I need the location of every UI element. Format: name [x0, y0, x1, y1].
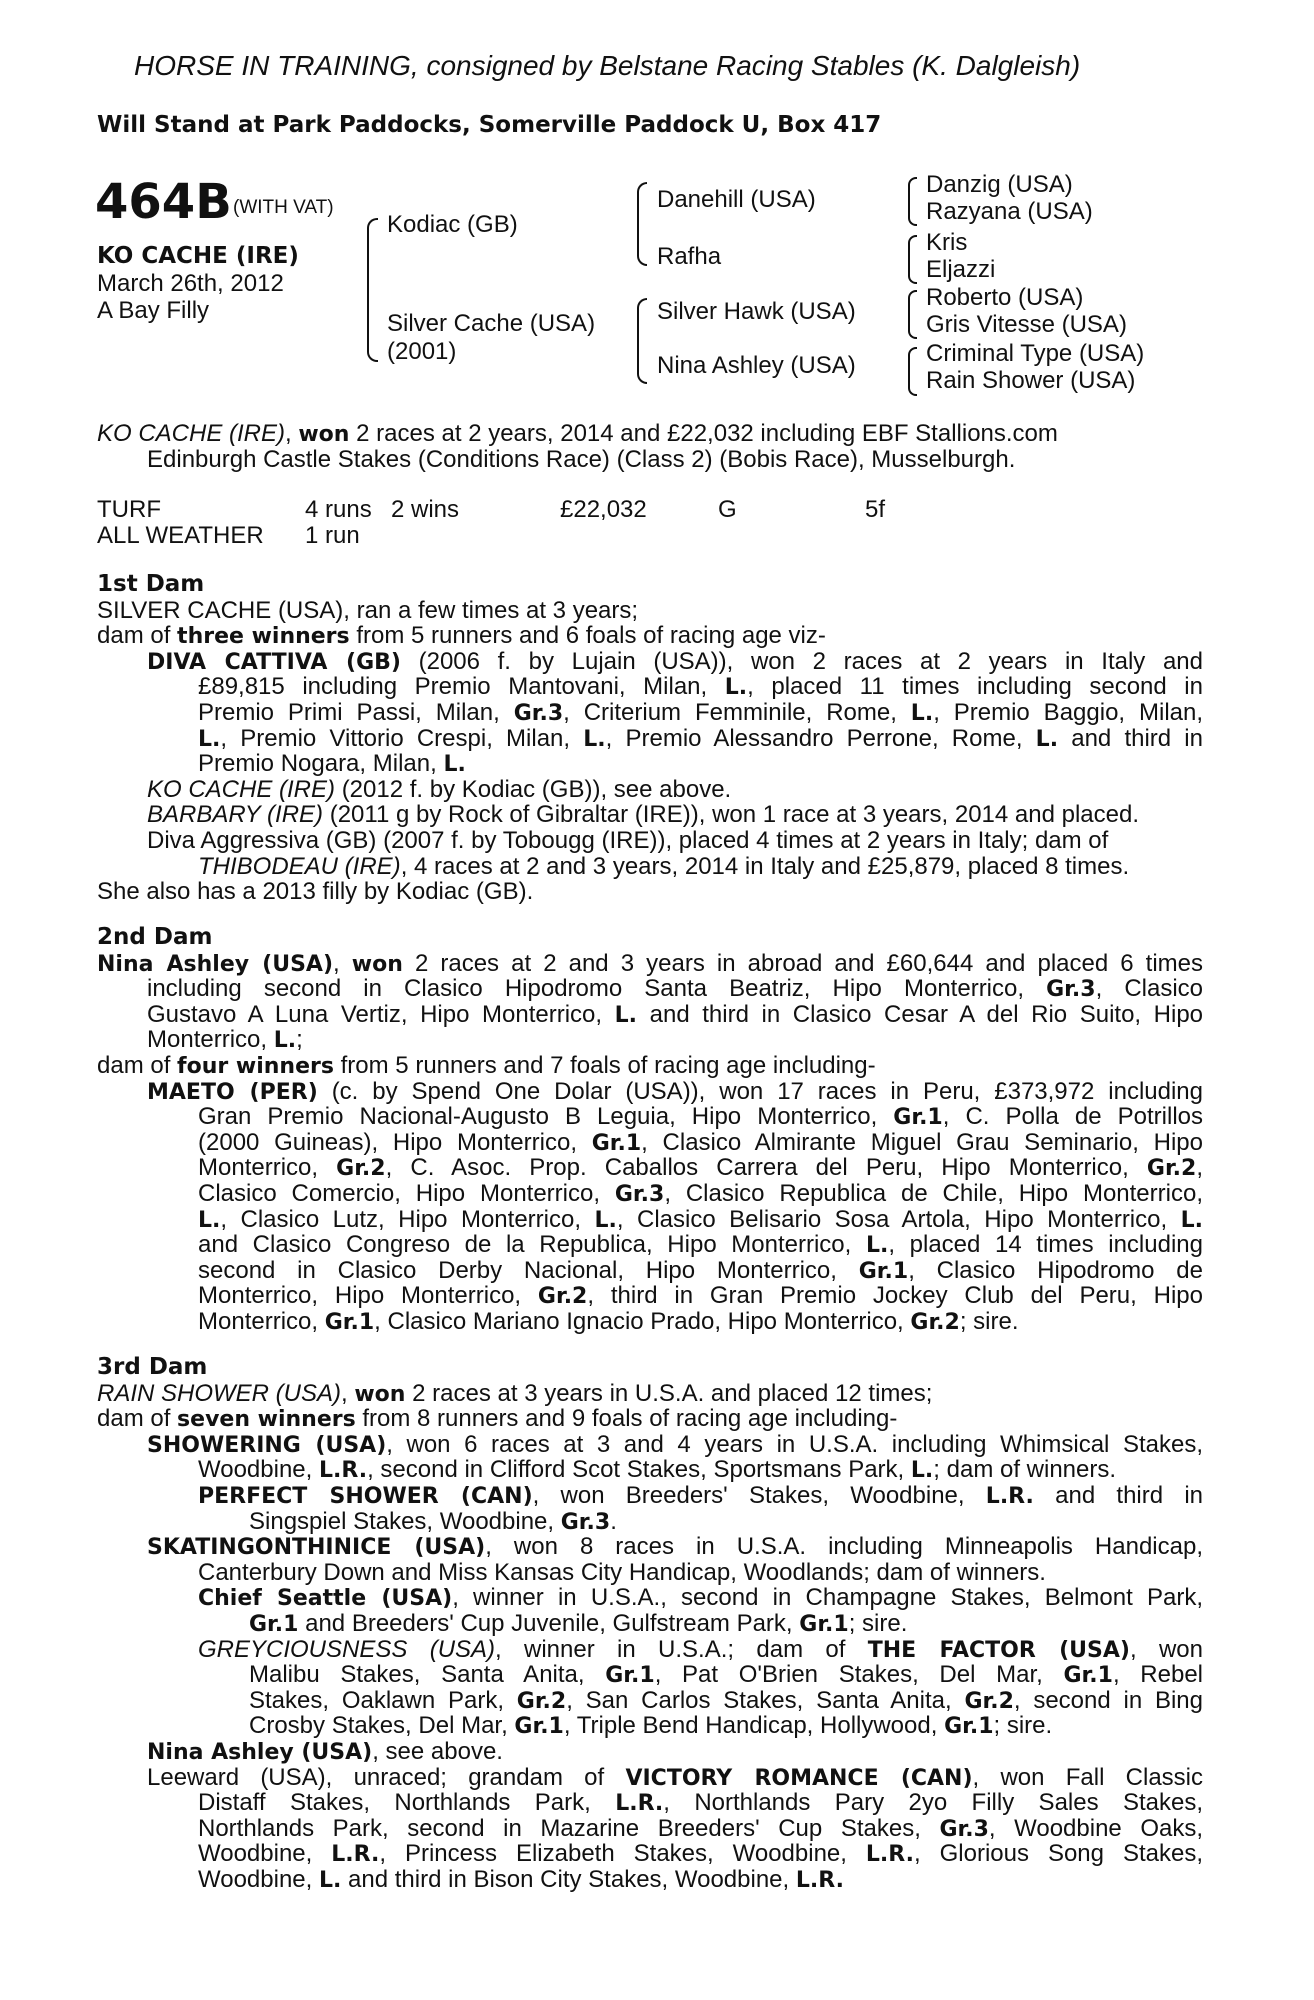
dam2-line: MAETO (PER) (c. by Spend One Dolar (USA)), won 17 races in Peru, £373,972 including [147, 1077, 1203, 1105]
dam2-line: dam of four winners from 5 runners and 7 foals of racing age including- [97, 1052, 876, 1079]
dam3-line: SHOWERING (USA), won 6 races at 3 and 4 years in U.S.A. including Whimsical Stakes, [147, 1430, 1203, 1458]
sire: Kodiac (GB) [387, 211, 518, 238]
dam1-line: KO CACHE (IRE) (2012 f. by Kodiac (GB)), see above. [147, 775, 732, 803]
horse-description: A Bay Filly [97, 297, 210, 324]
dam1-line: She also has a 2013 filly by Kodiac (GB). [97, 878, 534, 906]
dam3-line: Crosby Stakes, Del Mar, Gr.1, Triple Bend Handicap, Hollywood, Gr.1; sire. [249, 1712, 1053, 1740]
dam3-line: Gr.1 and Breeders' Cup Juvenile, Gulfstream Park, Gr.1; sire. [249, 1610, 908, 1637]
dam1-line: dam of three winners from 5 runners and 6 foals of racing age viz- [97, 622, 826, 650]
dam3-line: Woodbine, L.R., Princess Elizabeth Stakes, Woodbine, L.R., Glorious Song Stakes, [198, 1840, 1203, 1868]
dam2-line: second in Clasico Derby Nacional, Hipo Monterrico, Gr.1, Clasico Hipodromo de [198, 1256, 1203, 1284]
dam3-line: Northlands Park, second in Mazarine Breeders' Cup Stakes, Gr.3, Woodbine Oaks, [198, 1814, 1204, 1842]
turf-distance: 5f [865, 496, 886, 523]
ancestor-3: Kris [926, 229, 968, 256]
dam1-line: BARBARY (IRE) (2011 g by Rock of Gibraltar (IRE)), won 1 race at 3 years, 2014 and placed. [147, 801, 1140, 829]
section-heading: 3rd Dam [97, 1354, 208, 1380]
summary-text: 2 races at 2 years, 2014 and £22,032 including EBF Stallions.com [356, 420, 1058, 447]
turf-prize: £22,032 [560, 496, 647, 523]
ancestor-1: Danzig (USA) [926, 171, 1073, 198]
race-summary-line-2: Edinburgh Castle Stakes (Conditions Race) (Class 2) (Bobis Race), Musselburgh. [147, 446, 1016, 473]
pedigree-brace [908, 177, 917, 226]
foaling-date: March 26th, 2012 [97, 270, 284, 297]
section-heading: 2nd Dam [97, 924, 213, 950]
dam3-line: RAIN SHOWER (USA), won 2 races at 3 years in U.S.A. and placed 12 times; [97, 1379, 933, 1407]
dam3-line: GREYCIOUSNESS (USA), winner in U.S.A.; dam of THE FACTOR (USA), won [198, 1635, 1203, 1663]
dam1-line: L., Premio Vittorio Crespi, Milan, L., Premio Alessandro Perrone, Rome, L. and third in [198, 724, 1203, 752]
dam1-line: SILVER CACHE (USA), ran a few times at 3 years; [97, 596, 639, 624]
dam2-line: Gran Premio Nacional-Augusto B Leguia, Hipo Monterrico, Gr.1, C. Polla de Potrillos [198, 1103, 1204, 1131]
vat-note: (WITH VAT) [233, 197, 334, 218]
dam3-line: Nina Ashley (USA), see above. [147, 1738, 503, 1765]
sire-dam: Rafha [657, 243, 722, 270]
dam: Silver Cache (USA) [387, 310, 596, 337]
page-title: HORSE IN TRAINING, consigned by Belstane Racing Stables (K. Dalgleish) [134, 50, 1081, 81]
ancestor-6: Gris Vitesse (USA) [926, 311, 1127, 338]
dam3-line: SKATINGONTHINICE (USA), won 8 races in U.S.A. including Minneapolis Handicap, [147, 1533, 1203, 1561]
dam3-line: Woodbine, L. and third in Bison City Stakes, Woodbine, L.R. [198, 1866, 844, 1893]
dam2-line: Monterrico, L.; [147, 1026, 303, 1054]
ancestor-8: Rain Shower (USA) [926, 367, 1136, 394]
turf-wins: 2 wins [391, 496, 460, 523]
aw-label: ALL WEATHER [97, 522, 264, 549]
dam3-line: Distaff Stakes, Northlands Park, L.R., Northlands Pary 2yo Filly Sales Stakes, [198, 1789, 1204, 1817]
pedigree-brace [637, 182, 647, 266]
pedigree-brace [637, 298, 647, 384]
summary-horse-name: KO CACHE (IRE) [97, 420, 286, 447]
ancestor-2: Razyana (USA) [926, 198, 1093, 225]
pedigree-brace [367, 218, 378, 362]
dam2-line: Monterrico, Gr.2, C. Asoc. Prop. Caballos Carrera del Peru, Hipo Monterrico, Gr.2, [198, 1154, 1204, 1182]
dam2-line: Gustavo A Luna Vertiz, Hipo Monterrico, L. and third in Clasico Cesar A del Rio Suito, Hipo [147, 1000, 1204, 1028]
dam3-line: dam of seven winners from 8 runners and 9 foals of racing age including- [97, 1405, 898, 1433]
section-heading: 1st Dam [97, 571, 205, 597]
horse-name: KO CACHE (IRE) [97, 243, 299, 269]
dam3-line: Stakes, Oaklawn Park, Gr.2, San Carlos Stakes, Santa Anita, Gr.2, second in Bing [249, 1686, 1203, 1714]
dam2-line: including second in Clasico Hipodromo Santa Beatriz, Hipo Monterrico, Gr.3, Clasico [147, 975, 1204, 1003]
turf-runs: 4 runs [305, 496, 372, 523]
stand-location: Will Stand at Park Paddocks, Somerville Paddock U, Box 417 [97, 112, 882, 138]
dam2-line: Monterrico, Gr.1, Clasico Mariano Ignacio Prado, Hipo Monterrico, Gr.2; sire. [198, 1308, 1019, 1335]
aw-runs: 1 run [305, 522, 360, 549]
dam1-line: Premio Nogara, Milan, L. [198, 750, 466, 778]
sire-sire: Danehill (USA) [657, 186, 816, 213]
race-summary-line-1: KO CACHE (IRE), won 2 races at 2 years, 2014 and £22,032 including EBF Stallions.com [97, 420, 1058, 447]
dam2-line: (2000 Guineas), Hipo Monterrico, Gr.1, Clasico Almirante Miguel Grau Seminario, Hipo [198, 1128, 1203, 1156]
dam-year: (2001) [387, 338, 457, 365]
dam3-line: Canterbury Down and Miss Kansas City Handicap, Woodlands; dam of winners. [198, 1558, 1046, 1586]
dam1-line: Diva Aggressiva (GB) (2007 f. by Tobougg (IRE)), placed 4 times at 2 years in Italy; dam of [147, 827, 1109, 854]
dam3-line: PERFECT SHOWER (CAN), won Breeders' Stakes, Woodbine, L.R. and third in [198, 1482, 1203, 1509]
dam2-line: and Clasico Congreso de la Republica, Hipo Monterrico, L., placed 14 times including [198, 1231, 1203, 1259]
dam2-line: L., Clasico Lutz, Hipo Monterrico, L., Clasico Belisario Sosa Artola, Hipo Monterrico, L. [198, 1205, 1204, 1233]
dam3-line: Chief Seattle (USA), winner in U.S.A., second in Champagne Stakes, Belmont Park, [198, 1584, 1203, 1612]
ancestor-7: Criminal Type (USA) [926, 340, 1145, 367]
dam2-line: Clasico Comercio, Hipo Monterrico, Gr.3, Clasico Republica de Chile, Hipo Monterrico, [198, 1180, 1203, 1207]
dam3-line: Leeward (USA), unraced; grandam of VICTORY ROMANCE (CAN), won Fall Classic [147, 1763, 1203, 1791]
dam1-line: Premio Primi Passi, Milan, Gr.3, Criterium Femminile, Rome, L., Premio Baggio, Milan, [198, 699, 1204, 726]
ancestor-5: Roberto (USA) [926, 284, 1084, 311]
ancestor-4: Eljazzi [926, 256, 996, 283]
pedigree-brace [908, 347, 917, 396]
dam-sire: Silver Hawk (USA) [657, 298, 856, 325]
summary-won: won [298, 422, 350, 447]
turf-label: TURF [97, 496, 161, 523]
dam3-line: Singspiel Stakes, Woodbine, Gr.3. [249, 1507, 617, 1535]
dam1-line: THIBODEAU (IRE), 4 races at 2 and 3 years, 2014 in Italy and £25,879, placed 8 times. [198, 852, 1130, 880]
pedigree-brace [908, 290, 917, 339]
dam2-line: Nina Ashley (USA), won 2 races at 2 and 3 years in abroad and £60,644 and placed 6 times [97, 949, 1204, 977]
dam1-line: £89,815 including Premio Mantovani, Milan, L., placed 11 times including second in [198, 673, 1203, 701]
dam2-line: Monterrico, Hipo Monterrico, Gr.2, third in Gran Premio Jockey Club del Peru, Hipo [198, 1282, 1204, 1310]
dam3-line: Woodbine, L.R., second in Clifford Scot Stakes, Sportsmans Park, L.; dam of winners. [198, 1456, 1117, 1484]
dam3-line: Malibu Stakes, Santa Anita, Gr.1, Pat O'Brien Stakes, Del Mar, Gr.1, Rebel [249, 1661, 1203, 1689]
lot-number: 464B [95, 174, 232, 230]
dam1-line: DIVA CATTIVA (GB) (2006 f. by Lujain (USA)), won 2 races at 2 years in Italy and [147, 647, 1203, 675]
pedigree-brace [908, 235, 917, 284]
dam-dam: Nina Ashley (USA) [657, 352, 856, 379]
turf-going: G [718, 496, 737, 523]
